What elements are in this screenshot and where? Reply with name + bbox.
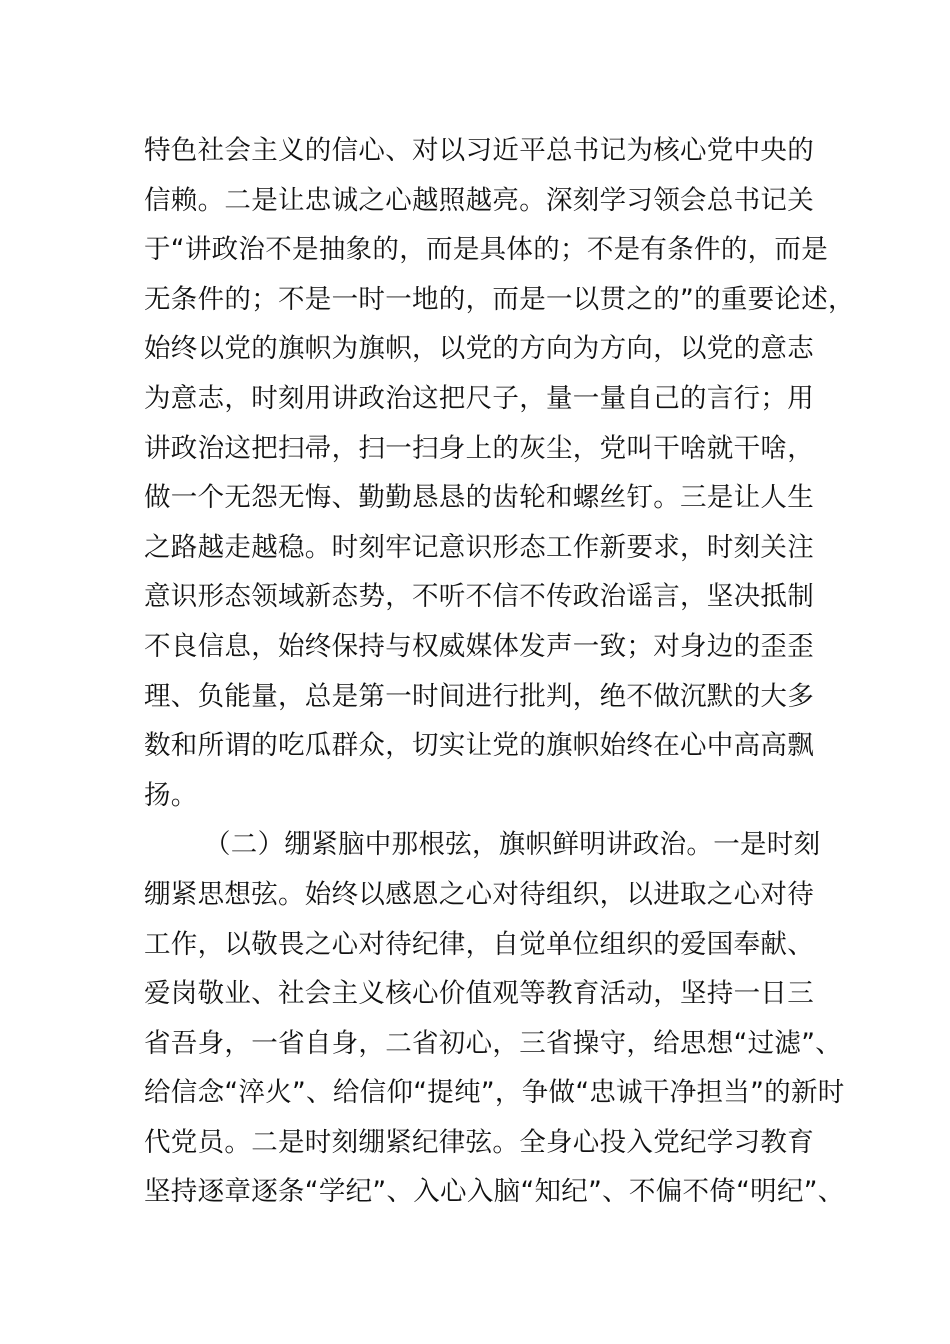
text-line: （二）绷紧脑中那根弦，旗帜鲜明讲政治。一是时刻 [204,829,821,861]
text-line: 绷紧思想弦。始终以感恩之心对待组织，以进取之心对待 [144,878,814,910]
text-line: 之路越走越稳。时刻牢记意识形态工作新要求，时刻关注 [144,531,814,563]
text-line: 爱岗敬业、社会主义核心价值观等教育活动，坚持一日三 [144,978,814,1010]
document-body [144,126,855,1217]
text-line: 做一个无怨无悔、勤勤恳恳的齿轮和螺丝钉。三是让人生 [144,482,814,514]
paragraph-1 [144,126,855,820]
text-line: 扬。 [144,779,198,811]
text-line: 不良信息，始终保持与权威媒体发声一致；对身边的歪歪 [144,630,814,662]
text-line: 代党员。二是时刻绷紧纪律弦。全身心投入党纪学习教育 [144,1126,814,1158]
text-line: 意识形态领域新态势，不听不信不传政治谣言，坚决抵制 [144,581,814,613]
text-line: 为意志，时刻用讲政治这把尺子，量一量自己的言行；用 [144,382,814,414]
text-line: 省吾身，一省自身，二省初心，三省操守，给思想“过滤”、 [144,1027,843,1059]
text-line: 无条件的；不是一时一地的，而是一以贯之的”的重要论述， [144,283,855,315]
text-line: 始终以党的旗帜为旗帜，以党的方向为方向，以党的意志 [144,333,814,365]
text-line: 讲政治这把扫帚，扫一扫身上的灰尘，党叫干啥就干啥， [144,432,814,464]
paragraph-2 [144,820,844,1217]
text-line: 给信念“淬火”、给信仰“提纯”，争做“忠诚干净担当”的新时 [144,1077,845,1109]
text-line: 工作，以敬畏之心对待纪律，自觉单位组织的爱国奉献、 [144,928,814,960]
text-line: 于“讲政治不是抽象的，而是具体的；不是有条件的，而是 [144,234,829,266]
text-line: 坚持逐章逐条“学纪”、入心入脑“知纪”、不偏不倚“明纪”、 [144,1176,845,1208]
text-line: 数和所谓的吃瓜群众，切实让党的旗帜始终在心中高高飘 [144,730,814,762]
text-line: 特色社会主义的信心、对以习近平总书记为核心党中央的 [144,135,814,166]
text-line: 信赖。二是让忠诚之心越照越亮。深刻学习领会总书记关 [144,184,814,216]
text-line: 理、负能量，总是第一时间进行批判，绝不做沉默的大多 [144,680,814,712]
